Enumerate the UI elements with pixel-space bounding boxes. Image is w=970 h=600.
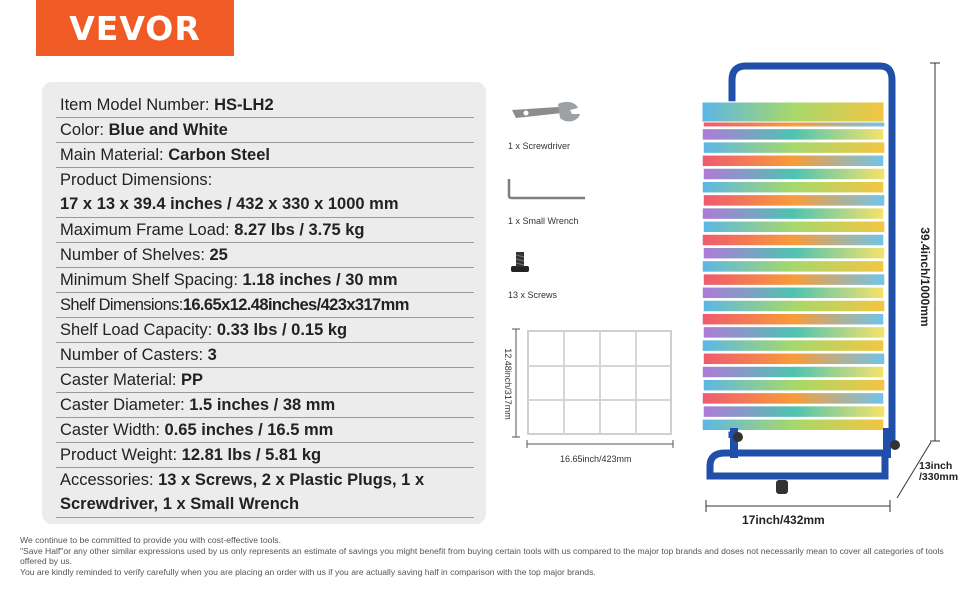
shelf-grid-diagram — [527, 330, 672, 435]
rack-shelf — [702, 128, 884, 140]
spec-row: Accessories: 13 x Screws, 2 x Plastic Plugs, 1 x Screwdriver, 1 x Small Wrench — [56, 468, 474, 518]
spec-row: Number of Casters: 3 — [56, 343, 474, 368]
spec-row: Caster Diameter: 1.5 inches / 38 mm — [56, 393, 474, 418]
rack-top-artwork — [702, 102, 884, 122]
spec-row: Caster Width: 0.65 inches / 16.5 mm — [56, 418, 474, 443]
spec-row: Color: Blue and White — [56, 118, 474, 143]
rack-shelf — [702, 155, 884, 167]
screwdriver-icon — [508, 100, 582, 126]
accessory-label: 1 x Screwdriver — [508, 141, 571, 151]
rack-shelf — [702, 234, 884, 246]
spec-panel — [42, 82, 486, 524]
drying-rack-illustration — [680, 58, 910, 503]
rack-shelf — [703, 274, 885, 286]
footnote-line: You are kindly reminded to verify carefully when you are placing an order with us if you are actually saving half in comparison with the top major brands. — [20, 566, 596, 577]
spec-row: Item Model Number: HS-LH2 — [56, 93, 474, 118]
rack-shelf — [703, 168, 885, 180]
rack-shelf — [702, 208, 884, 220]
rack-shelf — [702, 392, 884, 404]
rack-shelf — [703, 326, 885, 338]
rack-shelf — [703, 353, 885, 365]
rack-shelf — [703, 247, 885, 259]
spec-row: Main Material: Carbon Steel — [56, 143, 474, 168]
shelf-width-label: 16.65inch/423mm — [560, 454, 632, 464]
rack-shelf — [702, 419, 884, 431]
spec-list — [56, 93, 474, 518]
spec-row: Number of Shelves: 25 — [56, 243, 474, 268]
screw-icon — [510, 250, 530, 276]
rack-shelf — [703, 221, 885, 233]
shelf-width-dimension-line — [526, 440, 674, 448]
footnote-line: We continue to be committed to provide you with cost-effective tools. — [20, 535, 281, 545]
spec-row: Shelf Dimensions:16.65x12.48inches/423x317mm — [56, 293, 474, 318]
footnote — [20, 535, 950, 577]
rack-shelf — [702, 260, 884, 272]
shelf-height-label: 12.48inch/317mm — [503, 348, 513, 420]
rack-shelf — [702, 181, 884, 193]
spec-row: Caster Material: PP — [56, 368, 474, 393]
spec-row: Product Dimensions: 17 x 13 x 39.4 inches / 432 x 330 x 1000 mm — [56, 168, 474, 218]
rack-shelf — [702, 313, 884, 325]
rack-shelf — [703, 142, 885, 154]
spec-row: Minimum Shelf Spacing: 1.18 inches / 30 mm — [56, 268, 474, 293]
rack-width-label: 17inch/432mm — [742, 513, 825, 527]
brand-name: VEVOR — [69, 8, 201, 48]
brand-logo — [36, 0, 234, 56]
rack-shelf — [703, 379, 885, 391]
accessory-label: 13 x Screws — [508, 290, 558, 300]
shelf-height-dimension-line — [512, 328, 520, 438]
spec-row: Maximum Frame Load: 8.27 lbs / 3.75 kg — [56, 218, 474, 243]
footnote-line: "Save Half"or any other similar expressions used by us only represents an estimate of savings you might benefit from buying certain tools with us compared to the major top brands and doses not necessarily mean to cover all categories of tools offered by us. — [20, 545, 944, 566]
rack-shelf — [702, 340, 884, 352]
rack-shelf — [703, 300, 885, 312]
rack-height-label: 39.4inch/1000mm — [918, 227, 932, 327]
rack-depth-label: 13inch /330mm — [919, 460, 959, 483]
rack-shelf — [702, 366, 884, 378]
rack-shelf — [703, 194, 885, 206]
rack-shelf — [703, 406, 885, 418]
accessory-label: 1 x Small Wrench — [508, 216, 579, 226]
wrench-icon — [505, 176, 589, 202]
spec-row: Product Weight: 12.81 lbs / 5.81 kg — [56, 443, 474, 468]
rack-width-dimension-line — [705, 500, 891, 512]
spec-row: Shelf Load Capacity: 0.33 lbs / 0.15 kg — [56, 318, 474, 343]
rack-shelf — [702, 287, 884, 299]
